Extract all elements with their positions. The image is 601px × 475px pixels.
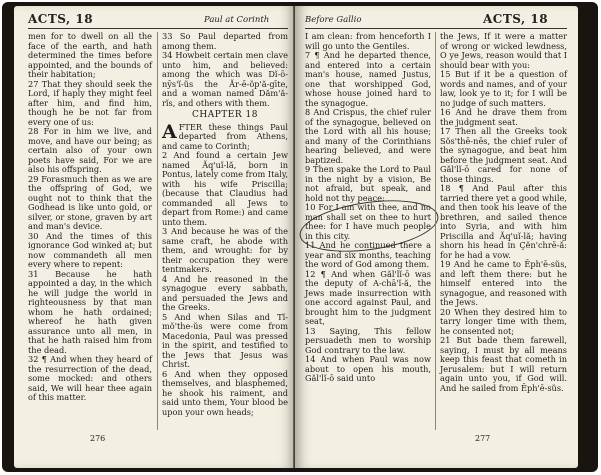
verse: 32 ¶ And when they heard of the resurrection of the dead, some mocked: and others said, We will hear thee again of this matter. — [28, 354, 152, 402]
left-column-2 — [162, 32, 288, 417]
verse: 4 And he reasoned in the synagogue every sabbath, and persuaded the Jews and the Greeks. — [162, 273, 288, 312]
verse: the Jews, If it were a matter of wrong or wicked lewdness, O ye Jews, reason would that I should bear with you: — [440, 31, 567, 70]
verse: 21 But bade them farewell, saying, I must by all means keep this feast that cometh in Jerusalem: but I will return again unto you, if God will. And he sailed from Ĕph'ē-sŭs. — [440, 335, 567, 393]
verse: I am clean: from henceforth I will go unto the Gentiles. — [305, 31, 431, 51]
verse: 30 And the times of this ignorance God winked at; but now commandeth all men every where to repent: — [28, 230, 152, 269]
verse: 28 For in him we live, and move, and have our being; as certain also of your own poets have said, For we are also his offspring. — [28, 126, 152, 174]
verse: 13 Saying, This fellow persuadeth men to worship God contrary to the law. — [305, 325, 431, 355]
verse: 19 And he came to Ĕph'ē-sŭs, and left them there: but he himself entered into the synagogue, and reasoned with the Jews. — [440, 259, 567, 307]
right-page-number: 277 — [475, 434, 491, 443]
right-header-title: Before Gallio — [305, 15, 362, 25]
verse: 6 And when they opposed themselves, and blasphemed, he shook his raiment, and said unto them, Your blood be upon your own heads; — [162, 368, 288, 417]
verse: 27 That they should seek the Lord, if haply they might feel after him, and find him, though he be not far from every one of us: — [28, 78, 152, 127]
verse: 9 Then spake the Lord to Paul in the night by a vision, Be not afraid, but speak, and hold not thy peace: — [305, 164, 431, 203]
verse: 10 For I am with thee, and no man shall set on thee to hurt thee: for I have much people in this city. — [305, 202, 431, 241]
right-column-2 — [440, 32, 567, 393]
left-header-rule — [28, 28, 288, 29]
right-header-rule — [305, 28, 567, 29]
right-column-divider — [435, 32, 436, 430]
chapter-heading: CHAPTER 18 — [192, 110, 258, 120]
left-column-divider — [157, 32, 158, 430]
verse: 5 And when Silas and Tĭ-mŏ'the-ŭs were come from Macedonia, Paul was pressed in the spirit, and testified to the Jews that Jesus was Christ. — [162, 311, 288, 369]
verse: 8 And Crispus, the chief ruler of the synagogue, believed on the Lord with all his house; and many of the Corinthians hearing believed, and were baptized. — [305, 107, 431, 165]
verse: 12 ¶ And when Găl'lĭ-ō was the deputy of A-chā'ĭ-ă, the Jews made insurrection with one accord against Paul, and brought him to the judgment seat, — [305, 268, 431, 326]
left-header-book: ACTS, 18 — [28, 12, 94, 26]
right-header-book: ACTS, 18 — [483, 12, 549, 26]
verse: 18 ¶ And Paul after this tarried there yet a good while, and then took his leave of the brethren, and sailed thence into Syria, and with him Priscilla and Ăq'uĭ-lă; having shorn his head in Çĕn'chrē-ă: for he had a vow. — [440, 183, 567, 260]
verse: 15 But if it be a question of words and names, and of your law, look ye to it; for I will be no judge of such matters. — [440, 69, 567, 108]
verse: 14 And when Paul was now about to open his mouth, Găl'lĭ-ō said unto — [305, 354, 431, 383]
verse: FTER these things Paul departed from Athens, and came to Corinth; — [162, 121, 288, 151]
left-page-number: 276 — [90, 434, 106, 443]
verse: 16 And he drave them from the judgment seat. — [440, 107, 567, 127]
verse: 17 Then all the Greeks took Sŏs'thē-nēs, the chief ruler of the synagogue, and beat him before the judgment seat. And Găl'lĭ-ō cared for none of those things. — [440, 126, 567, 184]
verse: men for to dwell on all the face of the earth, and hath determined the times before appointed, and the bounds of their habitation; — [28, 31, 152, 79]
left-header-title: Paul at Corinth — [204, 15, 270, 25]
verse: 7 ¶ And he departed thence, and entered into a certain man's house, named Justus, one that worshipped God, whose house joined hard to the synagogue. — [305, 50, 431, 108]
verse: 20 When they desired him to tarry longer time with them, he consented not; — [440, 306, 567, 336]
drop-cap: A — [162, 120, 177, 143]
verse: 2 And found a certain Jew named Ăq'uĭ-lă, born in Pontus, lately come from Italy, with his wife Priscilla; (because that Claudius had commanded all Jews to depart from Rome:) and came unto them. — [162, 150, 288, 227]
verse: 34 Howbeit certain men clave unto him, and believed: among the which was Dĭ-ō-nȳs'ĭ-ŭs the Ăr-ē-ŏp'ă-gīte, and a woman named Dăm'ă-rĭs, and others with them. — [162, 50, 288, 108]
verse: 33 So Paul departed from among them. — [162, 31, 288, 51]
verse: 11 And he continued there a year and six months, teaching the word of God among them. — [305, 240, 431, 269]
verse: 31 Because he hath appointed a day, in the which he will judge the world in righteousness by that man whom he hath ordained; whereof he hath given assurance unto all men, in that he hath raised him from the dead. — [28, 268, 152, 355]
right-page — [295, 6, 578, 468]
verse: 29 Forasmuch then as we are the offspring of God, we ought not to think that the Godhead is like unto gold, or silver, or stone, graven by art and man's device. — [28, 173, 152, 231]
verse: 3 And because he was of the same craft, he abode with them, and wrought: for by their occupation they were tentmakers. — [162, 226, 288, 274]
left-column-1 — [28, 32, 152, 403]
left-page — [14, 6, 295, 468]
